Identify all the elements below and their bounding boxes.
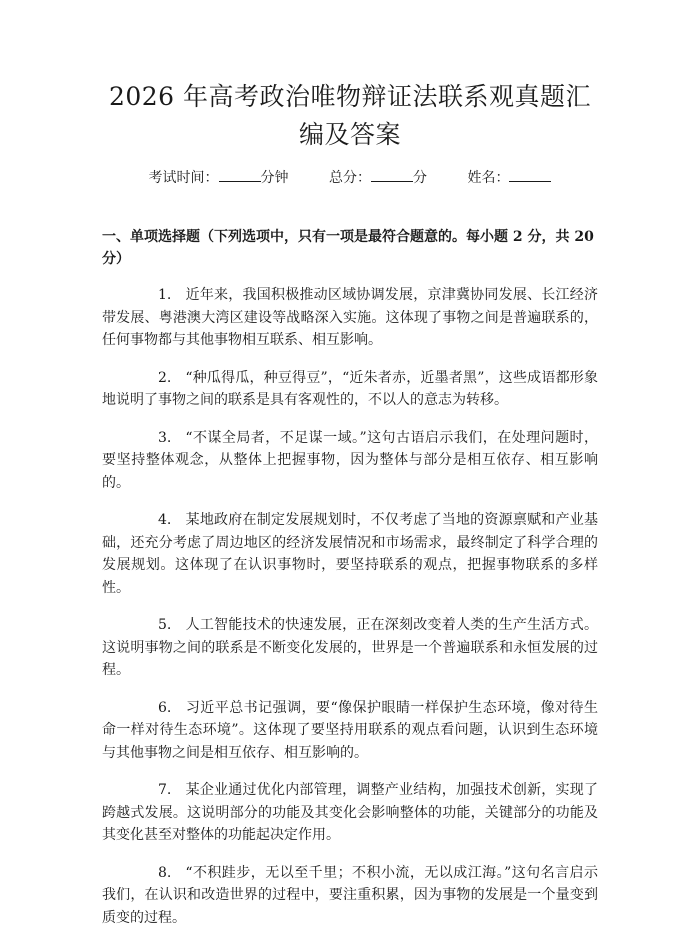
question-text: 习近平总书记强调，要“像保护眼睛一样保护生态环境，像对待生命一样对待生态环境”。这体现了要坚持用联系的观点看问题，认识到生态环境与其他事物之间是相互依存、相互影响的。 — [102, 700, 598, 761]
document-title: 2026 年高考政治唯物辩证法联系观真题汇编及答案 — [102, 78, 598, 154]
exam-time-field — [149, 170, 289, 186]
question-item — [102, 509, 598, 599]
question-text: “不积跬步，无以至千里；不积小流，无以成江海。”这句名言启示我们，在认识和改造世界的过程中，要注重积累，因为事物的发展是一个量变到质变的过程。 — [102, 865, 598, 926]
exam-time-unit: 分钟 — [261, 170, 289, 186]
question-item — [102, 427, 598, 495]
question-list — [102, 284, 598, 929]
student-name-blank — [509, 169, 551, 182]
question-text: 某企业通过优化内部管理，调整产业结构，加强技术创新，实现了跨越式发展。这说明部分的功能及其变化会影响整体的功能，关键部分的功能及其变化甚至对整体的功能起决定作用。 — [102, 782, 598, 843]
total-score-unit: 分 — [413, 170, 427, 186]
exam-info — [102, 168, 598, 188]
student-name-field — [467, 170, 551, 186]
question-number: 4. — [130, 509, 171, 532]
question-number: 5. — [130, 614, 171, 637]
student-name-label: 姓名： — [467, 170, 509, 186]
question-text: 近年来，我国积极推动区域协调发展，京津冀协同发展、长江经济带发展、粤港澳大湾区建设等战略深入实施。这体现了事物之间是普遍联系的，任何事物都与其他事物相互联系、相互影响。 — [102, 287, 598, 348]
question-text: 人工智能技术的快速发展，正在深刻改变着人类的生产生活方式。这说明事物之间的联系是不断变化发展的，世界是一个普遍联系和永恒发展的过程。 — [102, 617, 598, 678]
question-item — [102, 367, 598, 412]
question-text: “不谋全局者，不足谋一域。”这句古语启示我们，在处理问题时，要坚持整体观念，从整体上把握事物，因为整体与部分是相互依存、相互影响的。 — [102, 430, 598, 491]
question-item — [102, 779, 598, 847]
question-number: 8. — [130, 862, 171, 885]
question-item — [102, 697, 598, 765]
total-score-blank — [371, 169, 413, 182]
question-text: 某地政府在制定发展规划时，不仅考虑了当地的资源禀赋和产业基础，还充分考虑了周边地区的经济发展情况和市场需求，最终制定了科学合理的发展规划。这体现了在认识事物时，要坚持联系的观点，把握事物联系的多样性。 — [102, 512, 598, 596]
question-number: 6. — [130, 697, 171, 720]
question-item — [102, 614, 598, 682]
exam-time-blank — [219, 169, 261, 182]
total-score-label: 总分： — [329, 170, 371, 186]
question-number: 3. — [130, 427, 171, 450]
section-heading: 一、单项选择题（下列选项中，只有一项是最符合题意的。每小题 2 分，共 20 分） — [102, 226, 598, 270]
total-score-field — [329, 170, 427, 186]
question-text: “种瓜得瓜，种豆得豆”，“近朱者赤，近墨者黑”，这些成语都形象地说明了事物之间的联系是具有客观性的，不以人的意志为转移。 — [102, 370, 598, 409]
question-number: 1. — [130, 284, 171, 307]
question-item — [102, 862, 598, 929]
question-item — [102, 284, 598, 352]
exam-time-label: 考试时间： — [149, 170, 219, 186]
question-number: 2. — [130, 367, 171, 390]
question-number: 7. — [130, 779, 171, 802]
